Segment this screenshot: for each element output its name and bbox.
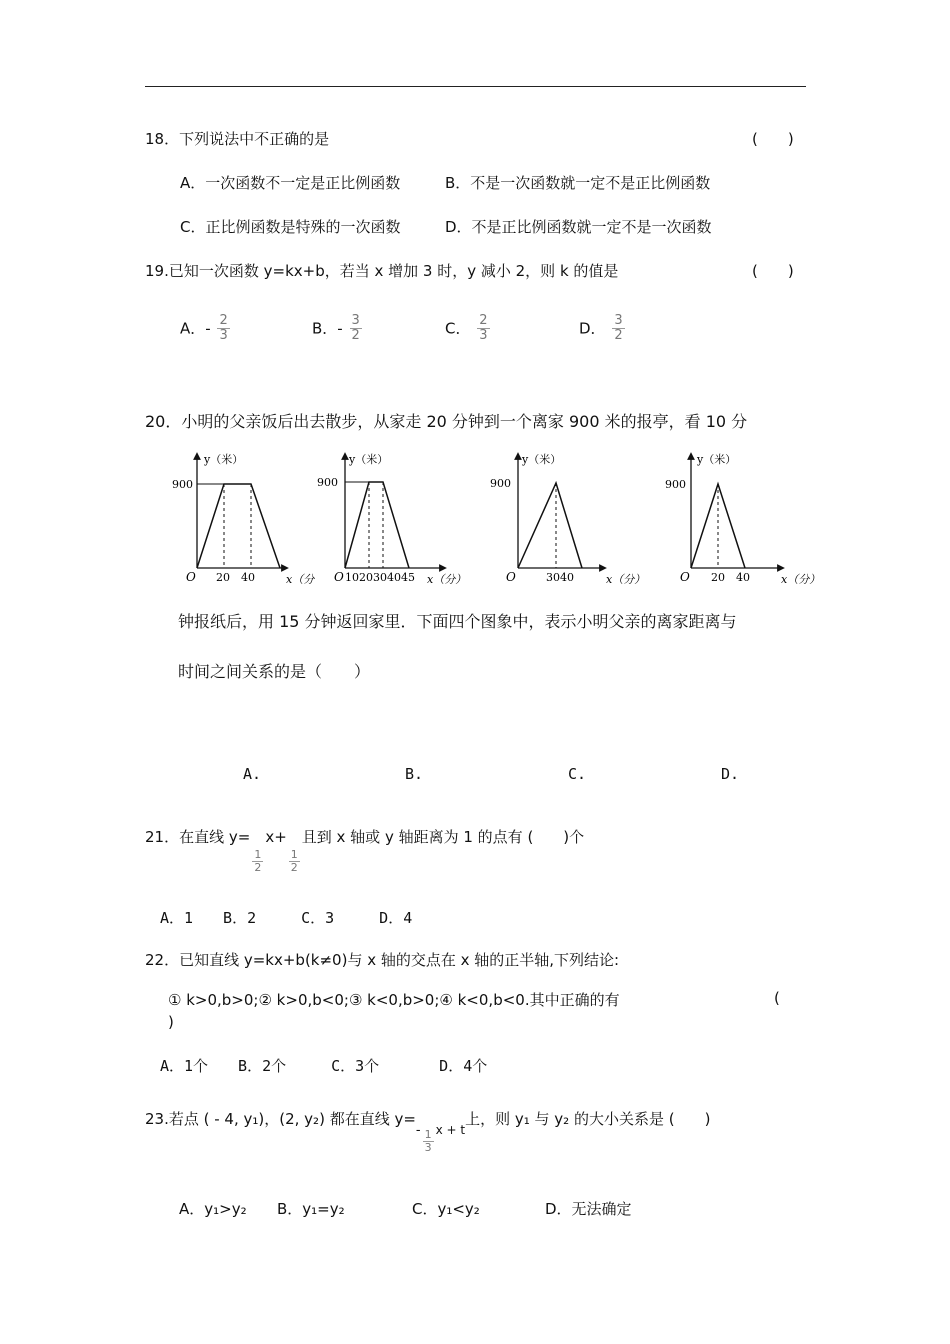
distance-line [345, 482, 409, 568]
x-tick-labels: 3040 [546, 571, 574, 584]
q21-fraction-1: $\frac{1}{2}$ [254, 848, 262, 875]
q20-graph-d [663, 448, 823, 588]
q22-options: A．1个 B．2个 C．3个 D．4个 [160, 1057, 488, 1075]
y-axis-label: y（米） [204, 453, 244, 466]
q23-fraction: $\frac{1}{3}$ [424, 1128, 432, 1155]
q22-paren-close: ) [168, 1013, 174, 1031]
x-axis-label: x（分） [606, 573, 646, 586]
q20-stem-line2: 钟报纸后，用 15 分钟返回家里．下面四个图象中，表示小明父亲的离家距离与 [178, 612, 737, 631]
q22-stem: 22．已知直线 y=kx+b(k≠0)与 x 轴的交点在 x 轴的正半轴,下列结论: [145, 951, 620, 969]
q20-graph-c [488, 448, 648, 588]
x-axis-label: x（分 [286, 573, 315, 586]
q23-option-c: C．y₁<y₂ [412, 1200, 480, 1218]
y-axis-label: y（米） [522, 453, 562, 466]
q22-paren-open: ( [774, 989, 780, 1007]
origin-label: O [186, 570, 196, 584]
q19-stem: 19.已知一次函数 y=kx+b，若当 x 增加 3 时，y 减小 2，则 k 的值是 [145, 262, 619, 280]
q20-stem-line3: 时间之间关系的是（ ） [178, 662, 371, 681]
header-rule [145, 86, 806, 87]
q23-option-d: D．无法确定 [545, 1200, 632, 1218]
distance-line [518, 483, 582, 568]
y-tick-900: 900 [172, 478, 193, 491]
x-tick-labels: 1020304045 [345, 571, 415, 584]
q18-option-c: C．正比例函数是特殊的一次函数 [180, 218, 401, 236]
q21-options: A．1 B．2 C．3 D．4 [160, 909, 413, 927]
q20-option-b: B. [405, 765, 424, 783]
x-tick-labels: 20 40 [216, 571, 255, 584]
q20-graph-b [313, 448, 473, 588]
q20-option-a: A. [243, 765, 262, 783]
q18-option-a: A．一次函数不一定是正比例函数 [180, 174, 401, 192]
q20-option-c: C. [568, 765, 587, 783]
y-tick-900: 900 [490, 477, 511, 490]
y-axis-label: y（米） [349, 453, 389, 466]
q18-option-b: B．不是一次函数就一定不是正比例函数 [445, 174, 711, 192]
q19-option-d: D． $\frac{3}{2}$ [579, 313, 623, 344]
q20-graph-a [170, 448, 315, 588]
q19-option-a: A．- $\frac{2}{3}$ [180, 313, 228, 344]
y-axis-label: y（米） [697, 453, 737, 466]
q19-option-b: B．- $\frac{3}{2}$ [312, 313, 360, 344]
q19-option-d-fraction: $\frac{3}{2}$ [614, 313, 623, 344]
q21-fraction-2: $\frac{1}{2}$ [290, 848, 298, 875]
q19-option-c: C． $\frac{2}{3}$ [445, 313, 488, 344]
q20-stem: 20．小明的父亲饭后出去散步，从家走 20 分钟到一个离家 900 米的报亭，看 10 分 [145, 412, 748, 431]
q19-answer-paren: ( ) [752, 262, 794, 280]
q21-stem: 21．在直线 y= $\frac{1}{2}$ x+ $\frac{1}{2}$ 且到 x 轴或 y 轴距离为 1 的点有 ( )个 [145, 828, 585, 875]
q18-option-d: D．不是正比例函数就一定不是一次函数 [445, 218, 712, 236]
origin-label: O [506, 570, 516, 584]
x-tick-labels: 20 40 [711, 571, 750, 584]
origin-label: O [334, 570, 344, 584]
q19-option-b-fraction: $\frac{3}{2}$ [351, 313, 360, 344]
q23-option-a: A．y₁>y₂ [179, 1200, 247, 1218]
origin-label: O [680, 570, 690, 584]
distance-line [197, 484, 280, 568]
y-tick-900: 900 [665, 478, 686, 491]
q19-option-a-fraction: $\frac{2}{3}$ [219, 313, 228, 344]
x-axis-label: x（分） [781, 573, 821, 586]
q18-stem: 18．下列说法中不正确的是 [145, 130, 330, 148]
q20-option-d: D. [721, 765, 740, 783]
x-axis-label: x（分） [427, 573, 467, 586]
q22-conditions: ① k>0,b>0;② k>0,b<0;③ k<0,b>0;④ k<0,b<0.其中正确的有 [168, 991, 620, 1009]
y-tick-900: 900 [317, 476, 338, 489]
q23-option-b: B．y₁=y₂ [277, 1200, 345, 1218]
q19-option-c-fraction: $\frac{2}{3}$ [479, 313, 488, 344]
q18-answer-paren: ( ) [752, 130, 794, 148]
q23-stem: 23.若点 ( - 4, y₁)，(2, y₂) 都在直线 y=- $\frac{1}{3}$ $_{x + t}$上，则 y₁ 与 y₂ 的大小关系是 ( ) [145, 1110, 711, 1155]
